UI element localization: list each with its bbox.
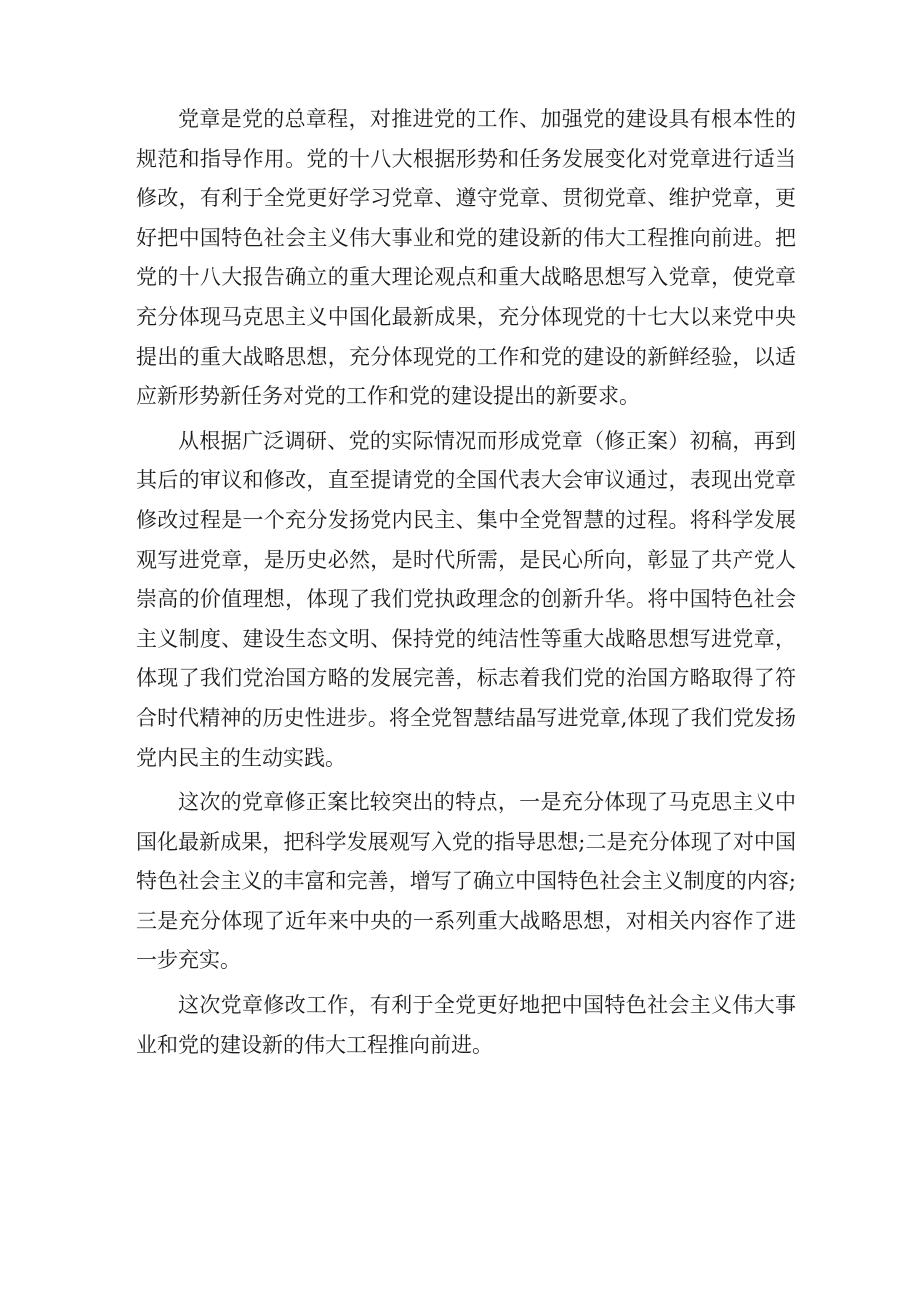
- paragraph-3: 这次的党章修正案比较突出的特点，一是充分体现了马克思主义中国化最新成果，把科学发展观写入党的指导思想;二是充分体现了对中国特色社会主义的丰富和完善，增写了确立中国特色社会主义制度的内容;三是充分体现了近年来中央的一系列重大战略思想，对相关内容作了进一步充实。: [136, 790, 796, 973]
- paragraph-2: 从根据广泛调研、党的实际情况而形成党章（修正案）初稿，再到其后的审议和修改，直至提请党的全国代表大会审议通过，表现出党章修改过程是一个充分发扬党内民主、集中全党智慧的过程。将科学发展观写进党章，是历史必然，是时代所需，是民心所向，彰显了共产党人崇高的价值理想，体现了我们党执政理念的创新升华。将中国特色社会主义制度、建设生态文明、保持党的纯洁性等重大战略思想写进党章，体现了我们党治国方略的发展完善，标志着我们党的治国方略取得了符合时代精神的历史性进步。将全党智慧结晶写进党章,体现了我们党发扬党内民主的生动实践。: [136, 428, 796, 770]
- paragraph-1: 党章是党的总章程，对推进党的工作、加强党的建设具有根本性的规范和指导作用。党的十八大根据形势和任务发展变化对党章进行适当修改，有利于全党更好学习党章、遵守党章、贯彻党章、维护党章，更好把中国特色社会主义伟大事业和党的建设新的伟大工程推向前进。把党的十八大报告确立的重大理论观点和重大战略思想写入党章，使党章充分体现马克思主义中国化最新成果，充分体现党的十七大以来党中央提出的重大战略思想，充分体现党的工作和党的建设的新鲜经验，以适应新形势新任务对党的工作和党的建设提出的新要求。: [136, 107, 796, 409]
- document-body: [136, 100, 796, 1070]
- paragraph-4: 这次党章修改工作，有利于全党更好地把中国特色社会主义伟大事业和党的建设新的伟大工程推向前进。: [136, 993, 796, 1057]
